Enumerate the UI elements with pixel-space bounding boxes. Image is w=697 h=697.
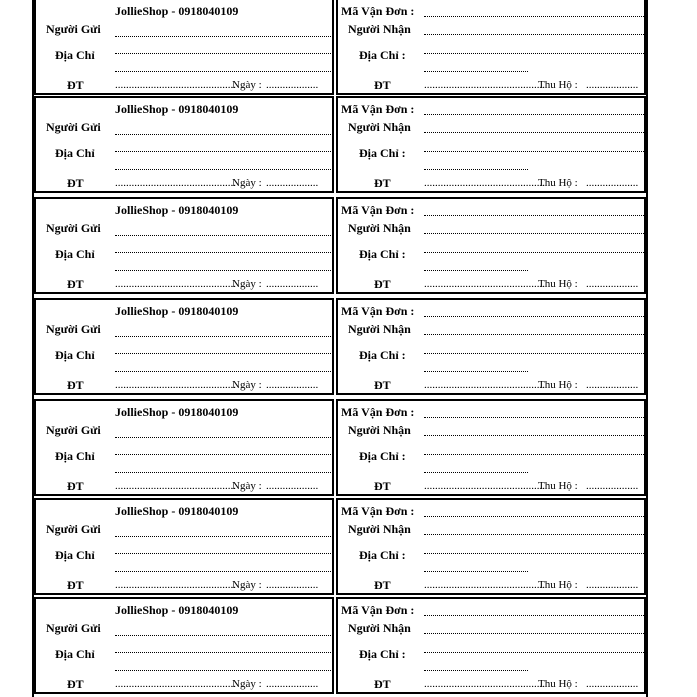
receiver-name-line: [424, 34, 644, 35]
cod-dots: ...................: [586, 480, 639, 492]
sender-name-line: [115, 536, 331, 537]
sender-address-label: Địa Chỉ: [55, 146, 95, 160]
receiver-address-line: [424, 353, 644, 354]
sender-address-label: Địa Chỉ: [55, 247, 95, 261]
sender-address-line: [115, 270, 331, 271]
sender-name-label: Người Gửi: [46, 120, 101, 134]
sender-phone-dots: ............................................: [115, 480, 236, 492]
sender-phone-dots: ............................................: [115, 79, 236, 91]
sender-phone-label: ĐT: [67, 378, 84, 392]
shop-name: JollieShop - 0918040109: [115, 405, 239, 419]
tracking-code-line: [424, 615, 644, 616]
receiver-phone-dots: ............................................: [424, 678, 545, 690]
sender-phone-label: ĐT: [67, 479, 84, 493]
receiver-phone-label: ĐT: [374, 176, 391, 190]
receiver-address-line: [424, 472, 528, 473]
cod-dots: ...................: [586, 79, 639, 91]
receiver-name-line: [424, 633, 644, 634]
sender-phone-dots: ............................................: [115, 579, 236, 591]
sender-phone-dots: ............................................: [115, 177, 236, 189]
shop-name: JollieShop - 0918040109: [115, 504, 239, 518]
receiver-address-line: [424, 53, 644, 54]
receiver-phone-dots: ............................................: [424, 579, 545, 591]
shop-name: JollieShop - 0918040109: [115, 4, 239, 18]
receiver-address-line: [424, 454, 644, 455]
receiver-address-label: Địa Chỉ :: [359, 548, 406, 562]
sender-address-label: Địa Chỉ: [55, 548, 95, 562]
sender-phone-label: ĐT: [67, 677, 84, 691]
tracking-code-label: Mã Vận Đơn :: [341, 4, 415, 18]
sender-address-line: [115, 553, 331, 554]
sender-phone-dots: ............................................: [115, 379, 236, 391]
receiver-name-label: Người Nhận: [348, 621, 411, 635]
sender-name-line: [115, 336, 331, 337]
date-dots: ...................: [266, 678, 319, 690]
cod-label: Thu Hộ :: [538, 177, 578, 189]
sender-name-line: [115, 235, 331, 236]
receiver-address-line: [424, 553, 644, 554]
sender-name-label: Người Gửi: [46, 22, 101, 36]
sender-phone-dots: ............................................: [115, 278, 236, 290]
date-dots: ...................: [266, 480, 319, 492]
sender-address-line: [115, 652, 331, 653]
receiver-name-label: Người Nhận: [348, 221, 411, 235]
receiver-phone-label: ĐT: [374, 578, 391, 592]
sender-name-line: [115, 134, 331, 135]
sender-address-line: [115, 353, 331, 354]
sender-name-line: [115, 437, 331, 438]
cod-label: Thu Hộ :: [538, 678, 578, 690]
receiver-address-label: Địa Chỉ :: [359, 348, 406, 362]
receiver-address-label: Địa Chỉ :: [359, 146, 406, 160]
date-label: Ngày :: [232, 177, 262, 189]
receiver-address-line: [424, 270, 528, 271]
receiver-address-line: [424, 670, 528, 671]
sender-name-label: Người Gửi: [46, 621, 101, 635]
receiver-phone-label: ĐT: [374, 677, 391, 691]
tracking-code-line: [424, 417, 644, 418]
receiver-address-line: [424, 371, 528, 372]
sender-address-label: Địa Chỉ: [55, 647, 95, 661]
receiver-name-line: [424, 534, 644, 535]
sender-name-label: Người Gửi: [46, 522, 101, 536]
cod-dots: ...................: [586, 278, 639, 290]
cod-label: Thu Hộ :: [538, 379, 578, 391]
tracking-code-label: Mã Vận Đơn :: [341, 603, 415, 617]
shop-name: JollieShop - 0918040109: [115, 603, 239, 617]
tracking-code-label: Mã Vận Đơn :: [341, 405, 415, 419]
receiver-phone-label: ĐT: [374, 378, 391, 392]
sender-address-label: Địa Chỉ: [55, 449, 95, 463]
cod-label: Thu Hộ :: [538, 278, 578, 290]
receiver-address-label: Địa Chỉ :: [359, 449, 406, 463]
cod-label: Thu Hộ :: [538, 79, 578, 91]
sender-address-line: [115, 371, 331, 372]
sender-name-line: [115, 635, 331, 636]
receiver-phone-dots: ............................................: [424, 480, 545, 492]
tracking-code-label: Mã Vận Đơn :: [341, 304, 415, 318]
sender-address-line: [115, 454, 331, 455]
tracking-code-line: [424, 16, 644, 17]
cod-label: Thu Hộ :: [538, 480, 578, 492]
tracking-code-label: Mã Vận Đơn :: [341, 504, 415, 518]
receiver-phone-dots: ............................................: [424, 177, 545, 189]
sender-address-label: Địa Chỉ: [55, 348, 95, 362]
cod-dots: ...................: [586, 579, 639, 591]
receiver-name-label: Người Nhận: [348, 423, 411, 437]
tracking-code-line: [424, 516, 644, 517]
date-label: Ngày :: [232, 278, 262, 290]
sender-address-label: Địa Chỉ: [55, 48, 95, 62]
date-dots: ...................: [266, 177, 319, 189]
date-label: Ngày :: [232, 579, 262, 591]
receiver-address-line: [424, 252, 644, 253]
sender-phone-label: ĐT: [67, 277, 84, 291]
sender-address-line: [115, 670, 331, 671]
sender-name-label: Người Gửi: [46, 423, 101, 437]
sender-address-line: [115, 169, 331, 170]
sender-address-line: [115, 151, 331, 152]
sender-phone-dots: ............................................: [115, 678, 236, 690]
sender-address-line: [115, 71, 331, 72]
date-dots: ...................: [266, 79, 319, 91]
cod-label: Thu Hộ :: [538, 579, 578, 591]
receiver-name-line: [424, 334, 644, 335]
receiver-name-line: [424, 233, 644, 234]
receiver-address-line: [424, 151, 644, 152]
sender-address-line: [115, 252, 331, 253]
date-dots: ...................: [266, 379, 319, 391]
receiver-name-label: Người Nhận: [348, 322, 411, 336]
sender-address-line: [115, 472, 331, 473]
sender-phone-label: ĐT: [67, 578, 84, 592]
date-label: Ngày :: [232, 79, 262, 91]
receiver-phone-label: ĐT: [374, 479, 391, 493]
tracking-code-line: [424, 114, 644, 115]
receiver-address-label: Địa Chỉ :: [359, 48, 406, 62]
date-label: Ngày :: [232, 379, 262, 391]
receiver-name-label: Người Nhận: [348, 120, 411, 134]
sender-phone-label: ĐT: [67, 176, 84, 190]
date-dots: ...................: [266, 278, 319, 290]
shop-name: JollieShop - 0918040109: [115, 304, 239, 318]
receiver-name-label: Người Nhận: [348, 22, 411, 36]
receiver-phone-dots: ............................................: [424, 79, 545, 91]
receiver-address-line: [424, 71, 528, 72]
date-dots: ...................: [266, 579, 319, 591]
sender-phone-label: ĐT: [67, 78, 84, 92]
tracking-code-label: Mã Vận Đơn :: [341, 203, 415, 217]
receiver-address-label: Địa Chỉ :: [359, 647, 406, 661]
receiver-phone-label: ĐT: [374, 277, 391, 291]
receiver-phone-dots: ............................................: [424, 379, 545, 391]
cod-dots: ...................: [586, 379, 639, 391]
receiver-address-label: Địa Chỉ :: [359, 247, 406, 261]
sender-address-line: [115, 571, 331, 572]
receiver-name-label: Người Nhận: [348, 522, 411, 536]
shop-name: JollieShop - 0918040109: [115, 203, 239, 217]
date-label: Ngày :: [232, 678, 262, 690]
sheet-right-border: [646, 0, 648, 697]
date-label: Ngày :: [232, 480, 262, 492]
cod-dots: ...................: [586, 177, 639, 189]
tracking-code-line: [424, 316, 644, 317]
receiver-address-line: [424, 652, 644, 653]
sender-name-line: [115, 36, 331, 37]
receiver-address-line: [424, 169, 528, 170]
tracking-code-line: [424, 215, 644, 216]
sender-address-line: [115, 53, 331, 54]
cod-dots: ...................: [586, 678, 639, 690]
receiver-phone-label: ĐT: [374, 78, 391, 92]
receiver-phone-dots: ............................................: [424, 278, 545, 290]
shop-name: JollieShop - 0918040109: [115, 102, 239, 116]
sender-name-label: Người Gửi: [46, 221, 101, 235]
receiver-name-line: [424, 435, 644, 436]
tracking-code-label: Mã Vận Đơn :: [341, 102, 415, 116]
receiver-address-line: [424, 571, 528, 572]
receiver-name-line: [424, 132, 644, 133]
sender-name-label: Người Gửi: [46, 322, 101, 336]
